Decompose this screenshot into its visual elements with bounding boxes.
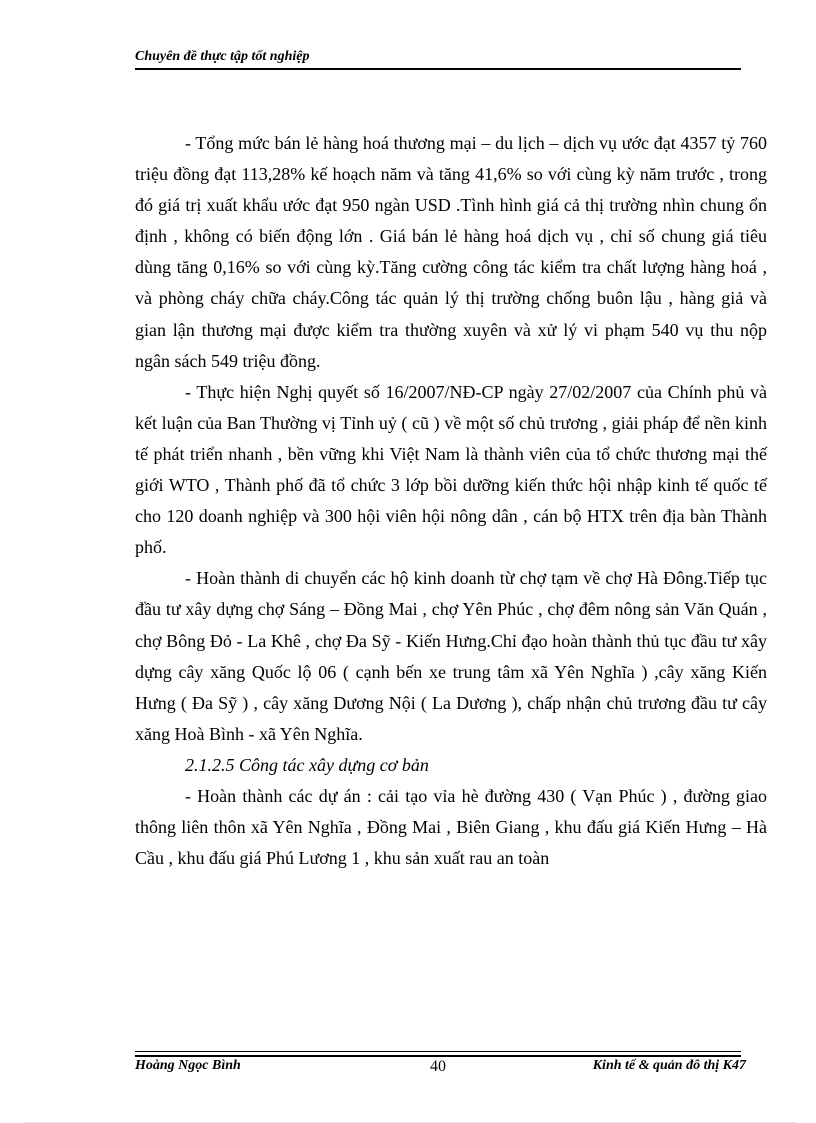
footer-department: Kinh tế & quản đô thị K47 — [592, 1058, 746, 1073]
paragraph-construction: - Hoàn thành các dự án : cải tạo vỉa hè đường 430 ( Vạn Phúc ) , đường giao thông liên thôn xã Yên Nghĩa , Đồng Mai , Biên Giang , khu đấu giá Kiến Hưng – Hà Cầu , khu đấu giá Phú Lương 1 , khu sản xuất rau an toàn — [135, 785, 767, 869]
section-subheading: 2.1.2.5 Công tác xây dựng cơ bản — [185, 754, 429, 775]
page-header — [135, 49, 741, 70]
paragraph-resolution: - Thực hiện Nghị quyết số 16/2007/NĐ-CP ngày 27/02/2007 của Chính phủ và kết luận của Ban Thường vị Tỉnh uỷ ( cũ ) về một số chủ trương , giải pháp để nền kinh tế phát triển nhanh , bền vững khi Việt Nam là thành viên của tổ chức thương mại thế giới WTO , Thành phố đã tổ chức 3 lớp bồi dưỡng kiến thức hội nhập kinh tế quốc tế cho 120 doanh nghiệp và 300 hội viên hội nông dân , cán bộ HTX trên địa bàn Thành phố. — [135, 381, 767, 558]
paragraph-markets: - Hoàn thành di chuyển các hộ kinh doanh từ chợ tạm về chợ Hà Đông.Tiếp tục đầu tư xây dựng chợ Sáng – Đồng Mai , chợ Yên Phúc , chợ đêm nông sản Văn Quán , chợ Bông Đỏ - La Khê , chợ Đa Sỹ - Kiến Hưng.Chỉ đạo hoàn thành thủ tục đầu tư xây dựng cây xăng Quốc lộ 06 ( cạnh bến xe trung tâm xã Yên Nghĩa ) ,cây xăng Kiến Hưng ( Đa Sỹ ) , cây xăng Dương Nội ( La Dương ), chấp nhận chủ trương đầu tư cây xăng Hoà Bình - xã Yên Nghĩa. — [135, 568, 767, 744]
footer-author: Hoàng Ngọc Bình — [135, 1058, 241, 1073]
footer-divider-thin — [135, 1051, 741, 1052]
footer-divider-thick — [135, 1055, 741, 1057]
header-title: Chuyên đề thực tập tốt nghiệp — [135, 49, 310, 64]
document-body — [135, 128, 767, 874]
page-number: 40 — [430, 1058, 446, 1075]
paragraph-retail: - Tổng mức bán lẻ hàng hoá thương mại – du lịch – dịch vụ ước đạt 4357 tỷ 760 triệu đồng đạt 113,28% kế hoạch năm và tăng 41,6% so với cùng kỳ năm trước , trong đó giá trị xuất khẩu ước đạt 950 ngàn USD .Tình hình giá cả thị trường nhìn chung ổn định , không có biến động lớn . Giá bán lẻ hàng hoá dịch vụ , chỉ số chung giá tiêu dùng tăng 0,16% so với cùng kỳ.Tăng cường công tác kiểm tra chất lượng hàng hoá , và phòng cháy chữa cháy.Công tác quản lý thị trường chống buôn lậu , hàng giả và gian lận thương mại được kiểm tra thường xuyên và xử lý vi phạm 540 vụ thu nộp ngân sách 549 triệu đồng. — [135, 133, 767, 371]
